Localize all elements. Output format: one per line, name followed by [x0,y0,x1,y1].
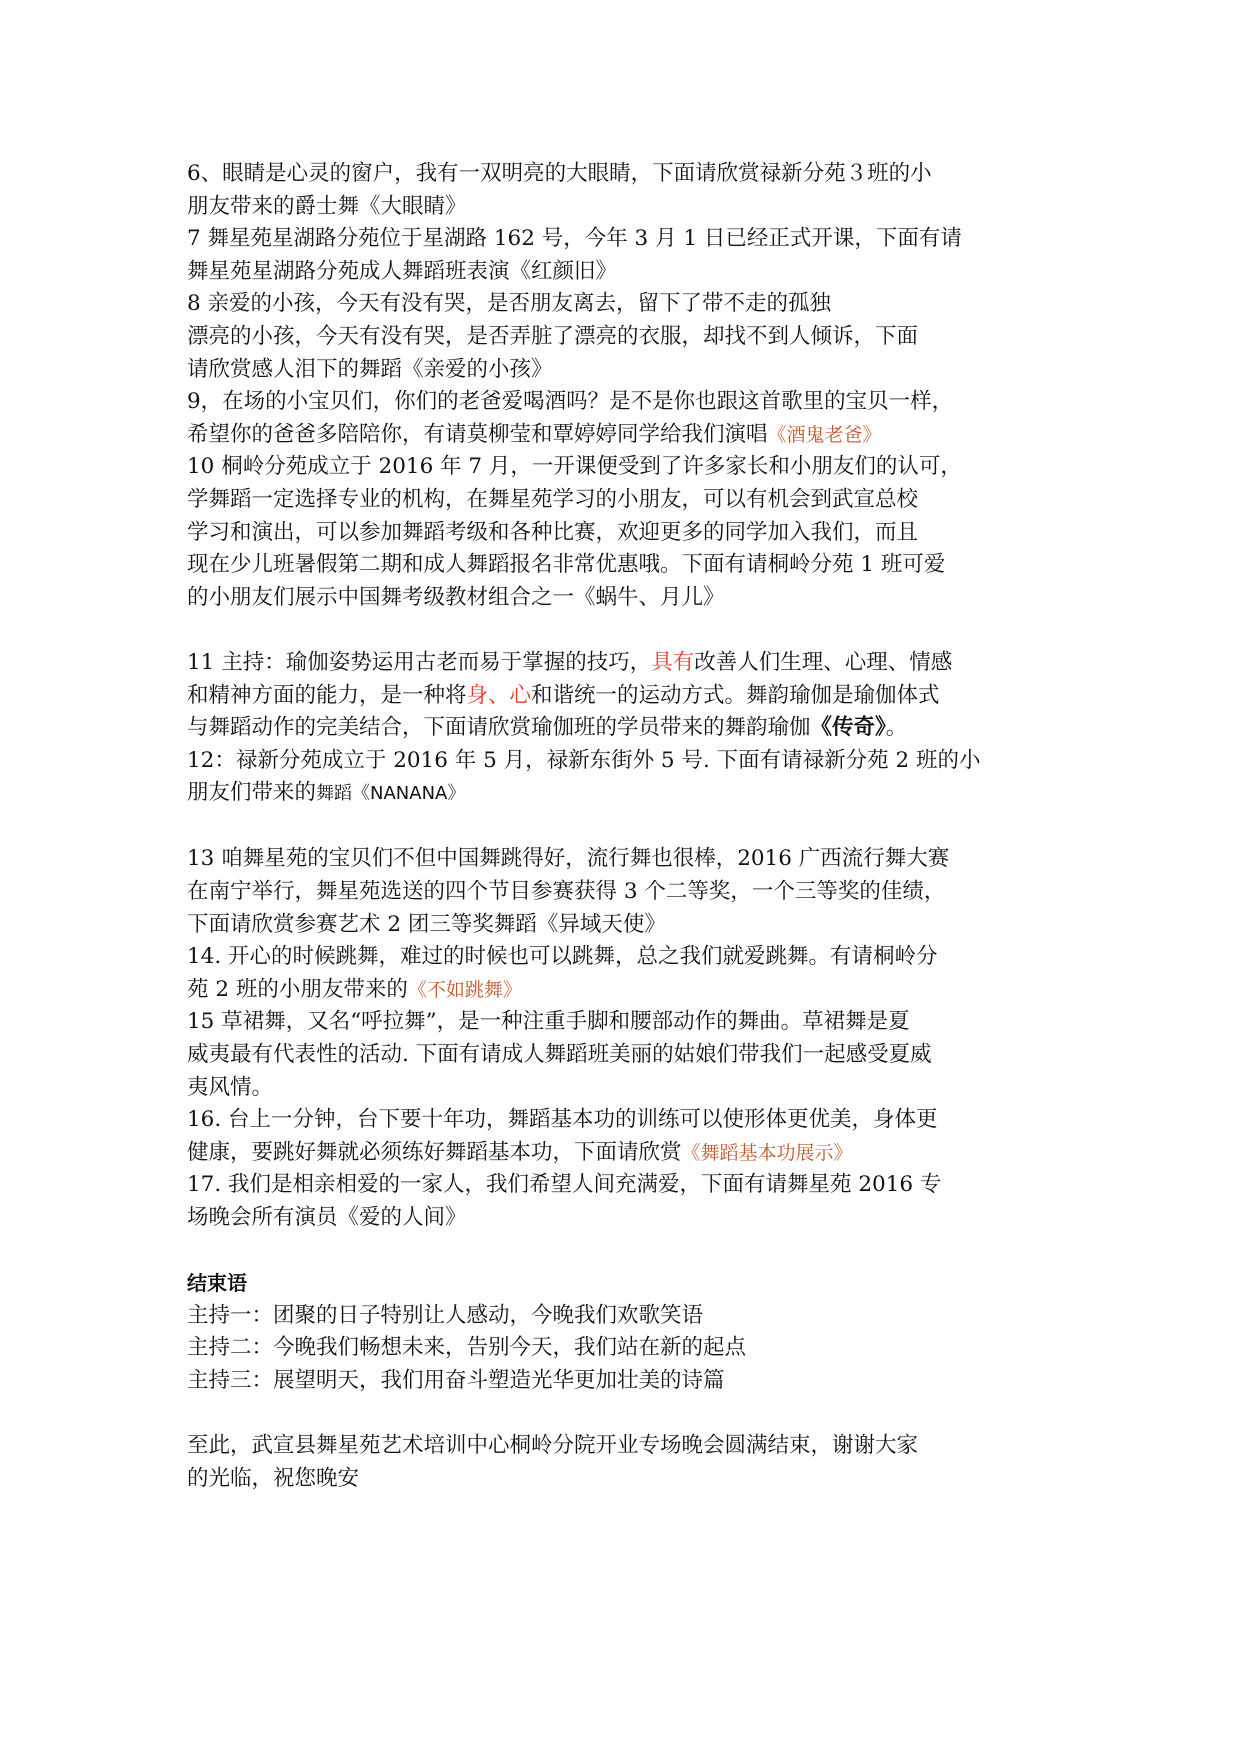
text-line: 7 舞星苑星湖路分苑位于星湖路 162 号，今年 3 月 1 日已经正式开课，下面有请 [187,226,962,252]
text-line: 16. 台上一分钟，台下要十年功，舞蹈基本功的训练可以使形体更优美，身体更 [187,1107,938,1133]
program-item-9 [187,386,1067,451]
text-line: 10 桐岭分苑成立于 2016 年 7 月，一开课便受到了许多家长和小朋友们的认可， [187,454,962,480]
text-line: 6、眼睛是心灵的窗户，我有一双明亮的大眼睛，下面请欣赏禄新分苑３班的小 [187,161,932,186]
performance-title: 《传奇》 [810,715,886,741]
performance-title: 《酒鬼老爸》 [767,423,882,446]
text-span: 改善人们生理、心理、情感 [694,649,953,675]
highlight-text: 具有 [651,649,695,675]
text-line [187,777,1067,811]
program-item-12 [187,745,1067,811]
text-line: 威夷最有代表性的活动. 下面有请成人舞蹈班美丽的姑娘们带我们一起感受夏威 [187,1042,932,1068]
text-line: 学舞蹈一定选择专业的机构，在舞星苑学习的小朋友，可以有机会到武宣总校 [187,486,919,512]
text-span: 希望你的爸爸多陪陪你，有请莫柳莹和覃婷婷同学给我们演唱 [187,421,768,447]
text-span: 11 主持：瑜伽姿势运用古老而易于掌握的技巧， [187,649,652,675]
text-line: 漂亮的小孩，今天有没有哭，是否弄脏了漂亮的衣服，却找不到人倾诉，下面 [187,323,919,349]
program-item-11 [187,647,1067,745]
text-line: 14. 开心的时候跳舞，难过的时候也可以跳舞，总之我们就爱跳舞。有请桐岭分 [187,944,938,970]
text-line [187,974,1067,1007]
program-item-17 [187,1169,1067,1234]
text-line: 15 草裙舞，又名“呼拉舞”，是一种注重手脚和腰部动作的舞曲。草裙舞是夏 [187,1009,910,1035]
performance-title: 《舞蹈基本功展示》 [681,1141,853,1164]
host-line-2: 主持二：今晚我们畅想未来，告别今天，我们站在新的起点 [187,1335,747,1361]
text-span: 朋友们带来的 [187,780,317,806]
blank-line [187,1235,1067,1268]
host-line-3: 主持三：展望明天，我们用奋斗塑造光华更加壮美的诗篇 [187,1367,725,1393]
text-line: 现在少儿班暑假第二期和成人舞蹈报名非常优惠哦。下面有请桐岭分苑 1 班可爱 [187,552,946,578]
text-line: 在南宁举行，舞星苑选送的四个节目参赛获得 3 个二等奖，一个三等奖的佳绩， [187,879,946,905]
final-line: 的光临，祝您晚安 [187,1465,360,1491]
performance-title: 《不如跳舞》 [407,978,522,1001]
text-line: 朋友带来的爵士舞《大眼睛》 [187,193,467,219]
text-line: 舞星苑星湖路分苑成人舞蹈班表演《红颜旧》 [187,258,618,284]
text-line [187,419,1067,452]
highlight-text: 身、心 [466,682,532,708]
host-line-1: 主持一：团聚的日子特别让人感动，今晚我们欢歌笑语 [187,1302,704,1328]
text-span: 和谐统一的运动方式。舞韵瑜伽是瑜伽体式 [531,682,940,708]
program-item-16 [187,1104,1067,1169]
program-item-14 [187,941,1067,1006]
text-line: 夷风情。 [187,1074,274,1100]
program-item-8 [187,288,1067,386]
text-line [187,712,1067,745]
text-line: 17. 我们是相亲相爱的一家人，我们希望人间充满爱，下面有请舞星苑 2016 专 [187,1172,942,1198]
blank-line [187,1398,1067,1431]
text-span: 苑 2 班的小朋友带来的 [187,976,408,1002]
program-item-13 [187,843,1067,941]
document-page [187,158,1067,1495]
text-line [187,680,1067,713]
program-item-10 [187,451,1067,614]
program-item-6 [187,158,1067,223]
text-span: 。 [885,715,908,741]
text-line: 9，在场的小宝贝们，你们的老爸爱喝酒吗？是不是你也跟这首歌里的宝贝一样， [187,389,954,415]
closing-section [187,1267,1067,1495]
text-line: 学习和演出，可以参加舞蹈考级和各种比赛，欢迎更多的同学加入我们，而且 [187,519,919,545]
text-line: 的小朋友们展示中国舞考级教材组合之一《蜗牛、月儿》 [187,584,725,610]
performance-title: 舞蹈《NANANA》 [316,783,466,805]
blank-line [187,811,1067,844]
text-span: 和精神方面的能力，是一种将 [187,682,467,708]
text-line [187,647,1067,680]
text-line: 12：禄新分苑成立于 2016 年 5 月，禄新东街外 5 号. 下面有请禄新分苑 2 班的小 [187,747,981,773]
text-line: 8 亲爱的小孩，今天有没有哭，是否朋友离去，留下了带不走的孤独 [187,291,832,317]
program-item-7 [187,223,1067,288]
final-line: 至此，武宣县舞星苑艺术培训中心桐岭分院开业专场晚会圆满结束，谢谢大家 [187,1433,919,1459]
text-line [187,1137,1067,1170]
closing-heading: 结束语 [187,1271,247,1296]
text-line: 请欣赏感人泪下的舞蹈《亲爱的小孩》 [187,356,553,382]
text-line: 13 咱舞星苑的宝贝们不但中国舞跳得好，流行舞也很棒，2016 广西流行舞大赛 [187,846,950,872]
text-span: 健康，要跳好舞就必须练好舞蹈基本功，下面请欣赏 [187,1139,682,1165]
text-line: 场晚会所有演员《爱的人间》 [187,1205,467,1230]
blank-line [187,614,1067,647]
text-line: 下面请欣赏参赛艺术 2 团三等奖舞蹈《异域天使》 [187,911,666,937]
text-span: 与舞蹈动作的完美结合，下面请欣赏瑜伽班的学员带来的舞韵瑜伽 [187,715,811,741]
program-item-15 [187,1006,1067,1104]
